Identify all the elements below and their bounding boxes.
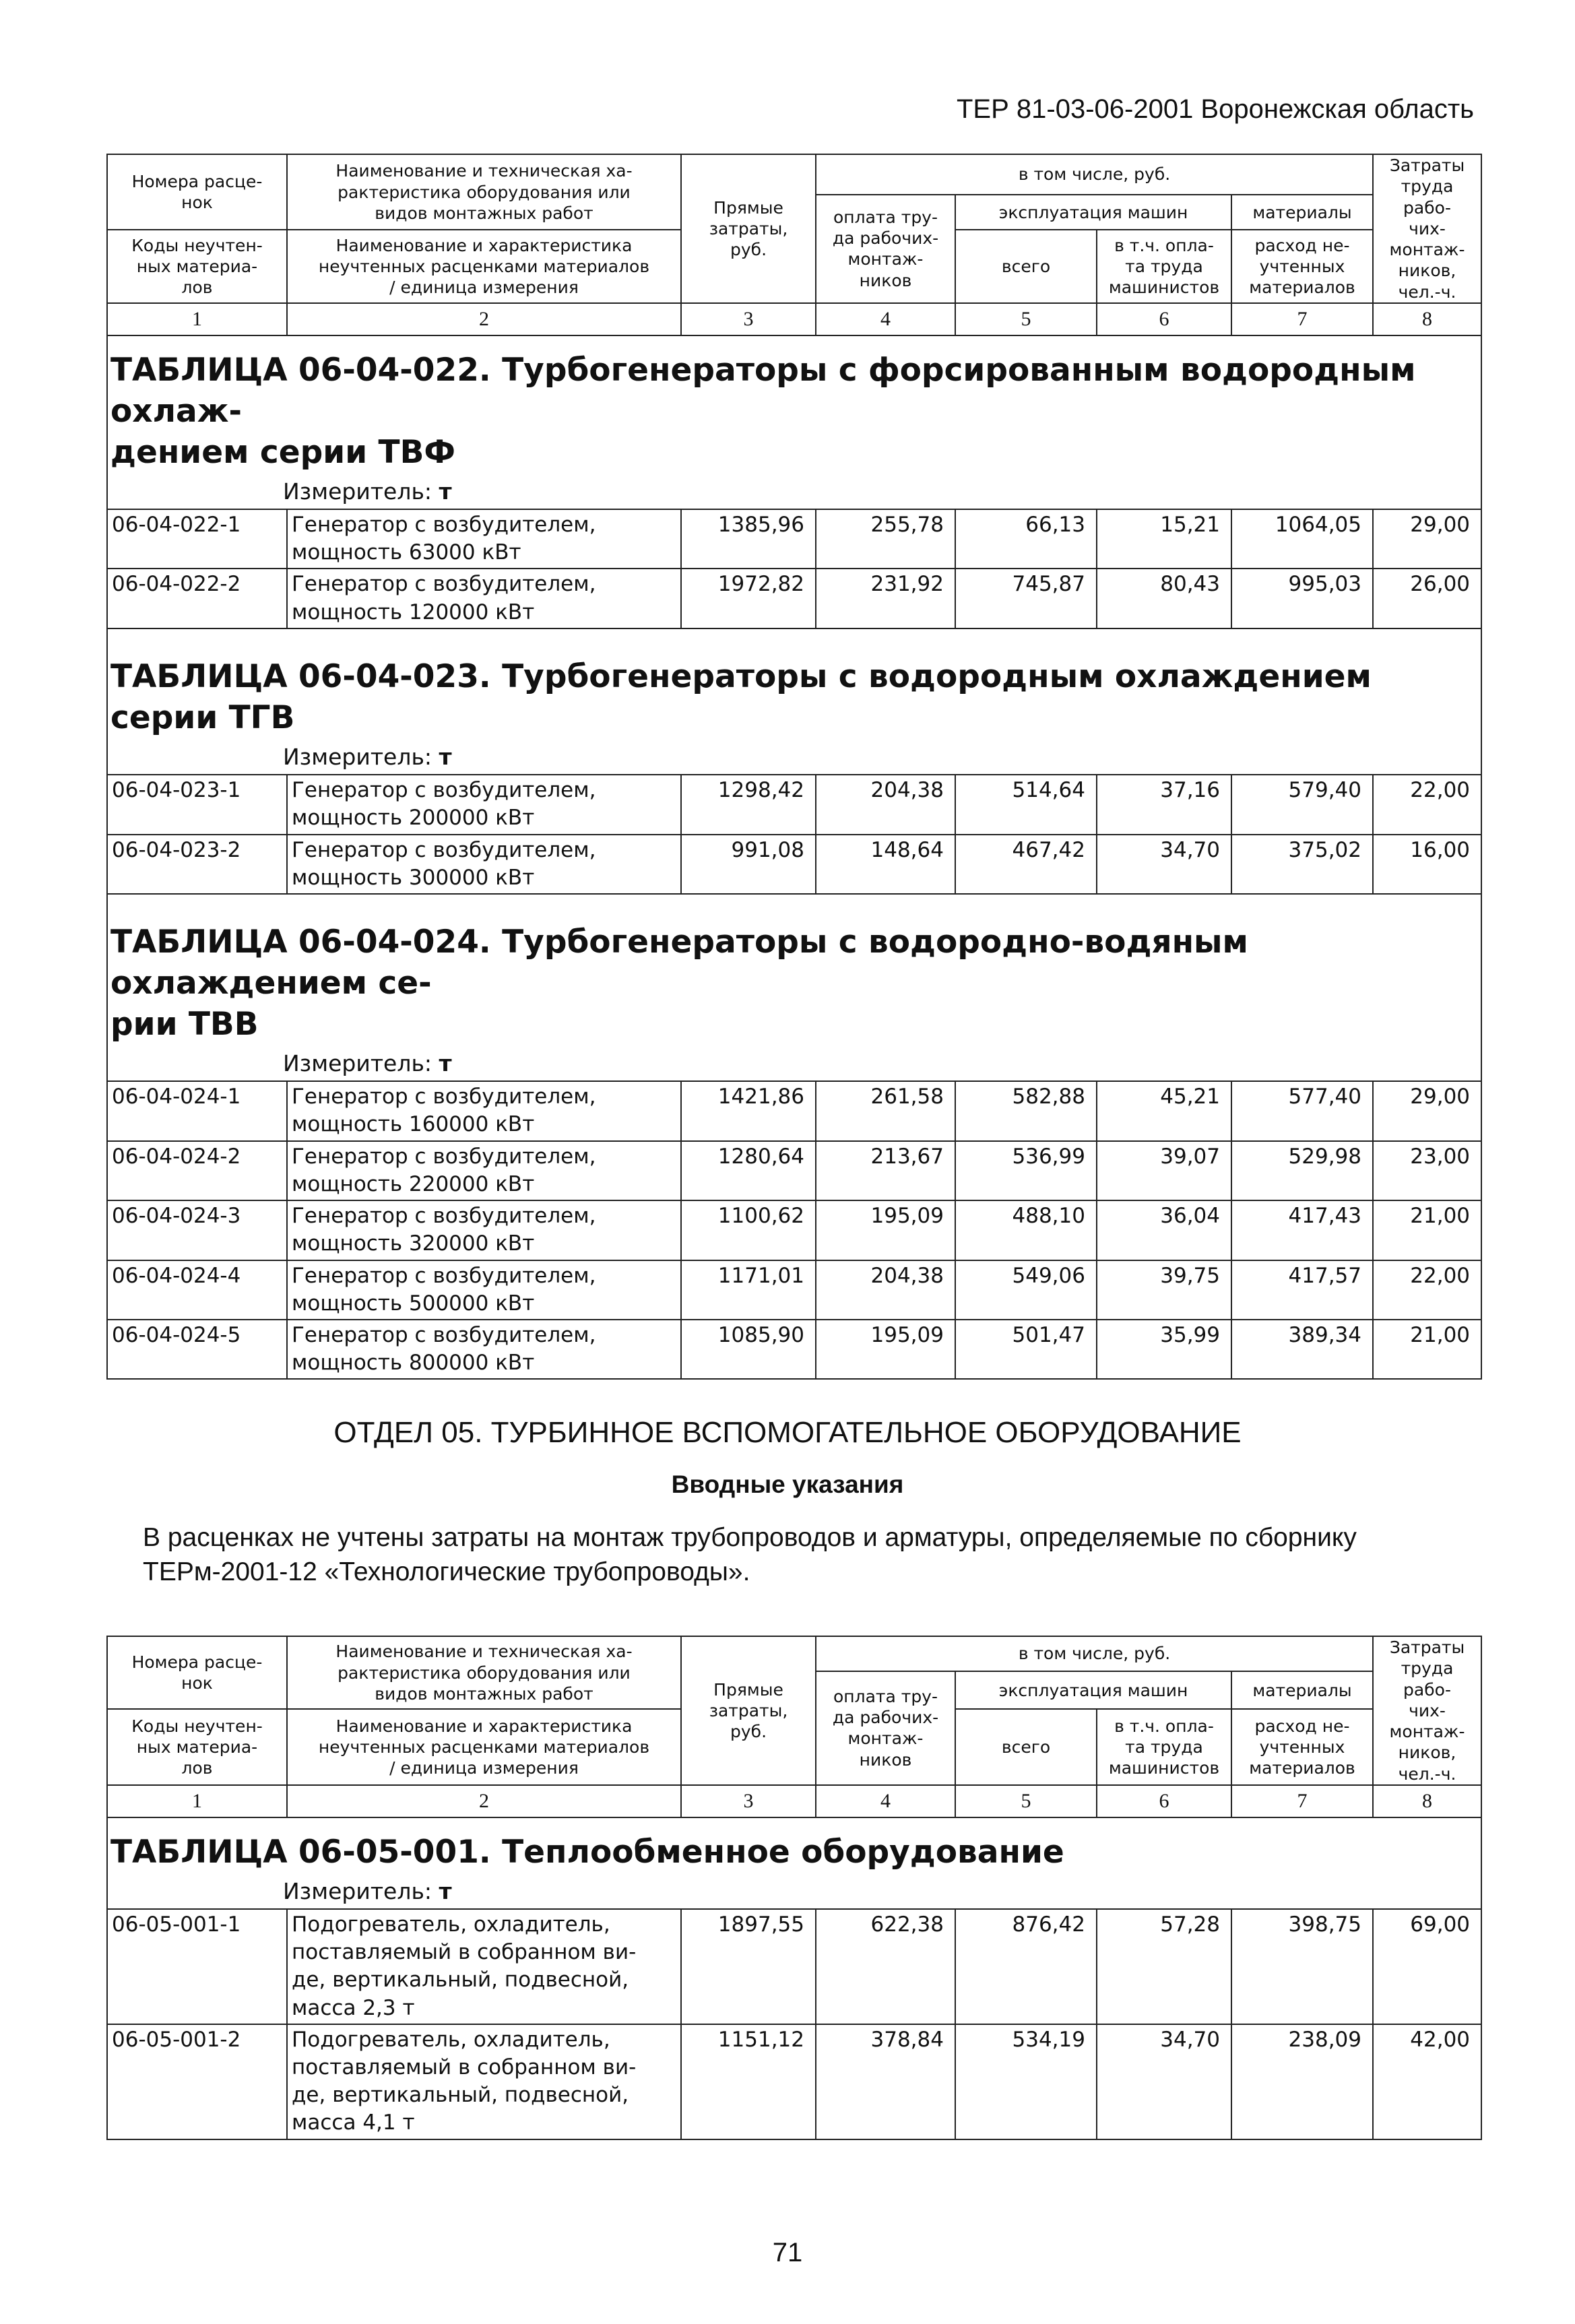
column-numbers-row: [107, 1785, 1481, 1817]
value-cell: 66,13: [955, 509, 1097, 569]
item-name-cell: Генератор с возбудителем, мощность 120000 кВт: [287, 569, 681, 628]
value-cell: 21,00: [1373, 1320, 1481, 1379]
value-cell: 22,00: [1373, 775, 1481, 834]
header-rate-numbers: Номера расце- нок: [107, 1636, 287, 1709]
value-cell: 39,07: [1097, 1141, 1231, 1200]
value-cell: 1897,55: [681, 1909, 816, 2024]
measure-unit: Измеритель: т: [107, 738, 1481, 775]
value-cell: 23,00: [1373, 1141, 1481, 1200]
table-cell: 7: [1231, 1785, 1373, 1817]
value-cell: 1298,42: [681, 775, 816, 834]
rate-code-cell: 06-04-022-2: [107, 569, 287, 628]
rate-code-cell: 06-05-001-2: [107, 2024, 287, 2139]
value-cell: 261,58: [816, 1081, 955, 1140]
intro-paragraph: В расценках не учтены затраты на монтаж трубопроводов и арматуры, определяемые по сборнику ТЕРм-2001-12 «Технологические трубопроводы».: [143, 1523, 1357, 1586]
header-materials: материалы: [1231, 195, 1373, 230]
value-cell: 745,87: [955, 569, 1097, 628]
header-total: всего: [955, 230, 1097, 302]
header-direct-costs: Прямые затраты, руб.: [681, 154, 816, 303]
rate-code-cell: 06-05-001-1: [107, 1909, 287, 2024]
value-cell: 238,09: [1231, 2024, 1373, 2139]
table-cell: 3: [681, 1785, 816, 1817]
document-header: ТЕР 81-03-06-2001 Воронежская область: [956, 94, 1474, 124]
value-cell: 45,21: [1097, 1081, 1231, 1140]
rate-code-cell: 06-04-024-2: [107, 1141, 287, 1200]
value-cell: 16,00: [1373, 835, 1481, 894]
table-06-05-001-rows: [107, 1909, 1481, 2139]
section-title: ОТДЕЛ 05. ТУРБИННОЕ ВСПОМОГАТЕЛЬНОЕ ОБОРУДОВАНИЕ: [333, 1416, 1242, 1449]
value-cell: 15,21: [1097, 509, 1231, 569]
value-cell: 417,43: [1231, 1200, 1373, 1260]
value-cell: 35,99: [1097, 1320, 1231, 1379]
table-cell: 2: [287, 303, 681, 335]
value-cell: 22,00: [1373, 1260, 1481, 1320]
item-name-cell: Генератор с возбудителем, мощность 320000 кВт: [287, 1200, 681, 1260]
value-cell: 34,70: [1097, 835, 1231, 894]
value-cell: 1100,62: [681, 1200, 816, 1260]
table-cell: 8: [1373, 303, 1481, 335]
measure-unit: Измеритель: т: [107, 1045, 1481, 1081]
value-cell: 577,40: [1231, 1081, 1373, 1140]
table-cell: 6: [1097, 1785, 1231, 1817]
value-cell: 876,42: [955, 1909, 1097, 2024]
header-materials: материалы: [1231, 1671, 1373, 1709]
table-cell: 5: [955, 303, 1097, 335]
header-total: всего: [955, 1709, 1097, 1784]
item-name-cell: Генератор с возбудителем, мощность 220000 кВт: [287, 1141, 681, 1200]
value-cell: 37,16: [1097, 775, 1231, 834]
table-row: [107, 1081, 1481, 1140]
table-cell: 4: [816, 303, 955, 335]
value-cell: 29,00: [1373, 509, 1481, 569]
value-cell: 204,38: [816, 1260, 955, 1320]
header-material-codes: Коды неучтен- ных материа- лов: [107, 1709, 287, 1784]
column-numbers-row: [107, 303, 1481, 335]
table-row: [107, 1320, 1481, 1379]
item-name-cell: Генератор с возбудителем, мощность 300000 кВт: [287, 835, 681, 894]
table-row: [107, 1909, 1481, 2024]
table-06-04-023-rows: [107, 775, 1481, 894]
value-cell: 501,47: [955, 1320, 1097, 1379]
rates-table-2: [106, 1636, 1482, 2140]
header-rate-numbers: Номера расце- нок: [107, 154, 287, 230]
value-cell: 1972,82: [681, 569, 816, 628]
value-cell: 195,09: [816, 1200, 955, 1260]
value-cell: 549,06: [955, 1260, 1097, 1320]
item-name-cell: Подогреватель, охладитель, поставляемый в собранном ви- де, вертикальный, подвесной, масса 2,3 т: [287, 1909, 681, 2024]
value-cell: 389,34: [1231, 1320, 1373, 1379]
value-cell: 42,00: [1373, 2024, 1481, 2139]
table-row: [107, 509, 1481, 569]
value-cell: 80,43: [1097, 569, 1231, 628]
header-material-usage: расход не- учтенных материалов: [1231, 1709, 1373, 1784]
item-name-cell: Генератор с возбудителем, мощность 500000 кВт: [287, 1260, 681, 1320]
table-cell: 8: [1373, 1785, 1481, 1817]
measure-unit: Измеритель: т: [107, 1873, 1481, 1909]
rate-code-cell: 06-04-024-3: [107, 1200, 287, 1260]
header-name-top: Наименование и техническая ха- рактеристика оборудования или видов монтажных работ: [287, 1636, 681, 1709]
value-cell: 1280,64: [681, 1141, 816, 1200]
header-labor-costs: Затраты труда рабо- чих- монтаж- ников, чел.-ч.: [1373, 1636, 1481, 1785]
value-cell: 148,64: [816, 835, 955, 894]
header-machines: эксплуатация машин: [955, 195, 1231, 230]
table-row: [107, 1260, 1481, 1320]
header-labor-costs: Затраты труда рабо- чих- монтаж- ников, чел.-ч.: [1373, 154, 1481, 303]
item-name-cell: Генератор с возбудителем, мощность 63000 кВт: [287, 509, 681, 569]
value-cell: 579,40: [1231, 775, 1373, 834]
header-name-top: Наименование и техническая ха- рактеристика оборудования или видов монтажных работ: [287, 154, 681, 230]
table-title-06-04-024: ТАБЛИЦА 06-04-024. Турбогенераторы с водородно-водяным охлаждением се- рии ТВВ: [107, 894, 1481, 1045]
value-cell: 29,00: [1373, 1081, 1481, 1140]
table-cell: 5: [955, 1785, 1097, 1817]
item-name-cell: Генератор с возбудителем, мощность 160000 кВт: [287, 1081, 681, 1140]
value-cell: 36,04: [1097, 1200, 1231, 1260]
value-cell: 488,10: [955, 1200, 1097, 1260]
rate-code-cell: 06-04-024-4: [107, 1260, 287, 1320]
page-number: 71: [772, 2238, 803, 2267]
table-cell: 2: [287, 1785, 681, 1817]
table-row: [107, 835, 1481, 894]
item-name-cell: Генератор с возбудителем, мощность 800000 кВт: [287, 1320, 681, 1379]
value-cell: 1064,05: [1231, 509, 1373, 569]
table-row: [107, 1200, 1481, 1260]
table-cell: 6: [1097, 303, 1231, 335]
item-name-cell: Подогреватель, охладитель, поставляемый в собранном ви- де, вертикальный, подвесной, масса 4,1 т: [287, 2024, 681, 2139]
value-cell: 1085,90: [681, 1320, 816, 1379]
rate-code-cell: 06-04-024-1: [107, 1081, 287, 1140]
header-including: в том числе, руб.: [816, 1636, 1373, 1671]
table-row: [107, 2024, 1481, 2139]
value-cell: 529,98: [1231, 1141, 1373, 1200]
value-cell: 39,75: [1097, 1260, 1231, 1320]
item-name-cell: Генератор с возбудителем, мощность 200000 кВт: [287, 775, 681, 834]
measure-unit: Измеритель: т: [107, 473, 1481, 509]
header-material-codes: Коды неучтен- ных материа- лов: [107, 230, 287, 302]
value-cell: 204,38: [816, 775, 955, 834]
value-cell: 195,09: [816, 1320, 955, 1379]
value-cell: 1385,96: [681, 509, 816, 569]
value-cell: 378,84: [816, 2024, 955, 2139]
value-cell: 231,92: [816, 569, 955, 628]
value-cell: 991,08: [681, 835, 816, 894]
value-cell: 582,88: [955, 1081, 1097, 1140]
value-cell: 1421,86: [681, 1081, 816, 1140]
value-cell: 375,02: [1231, 835, 1373, 894]
value-cell: 417,57: [1231, 1260, 1373, 1320]
table-cell: 1: [107, 303, 287, 335]
header-name-bottom: Наименование и характеристика неучтенных расценками материалов / единица измерения: [287, 230, 681, 302]
column-header: [107, 154, 1481, 335]
table-row: [107, 1141, 1481, 1200]
value-cell: 622,38: [816, 1909, 955, 2024]
value-cell: 514,64: [955, 775, 1097, 834]
header-machinist-pay: в т.ч. опла- та труда машинистов: [1097, 230, 1231, 302]
rates-table-1: [106, 154, 1482, 1380]
rate-code-cell: 06-04-022-1: [107, 509, 287, 569]
table-title-06-04-023: ТАБЛИЦА 06-04-023. Турбогенераторы с водородным охлаждением серии ТГВ: [107, 628, 1481, 738]
table-row: [107, 775, 1481, 834]
table-06-04-022-rows: [107, 509, 1481, 628]
header-including: в том числе, руб.: [816, 154, 1373, 195]
value-cell: 536,99: [955, 1141, 1097, 1200]
header-material-usage: расход не- учтенных материалов: [1231, 230, 1373, 302]
rate-code-cell: 06-04-024-5: [107, 1320, 287, 1379]
value-cell: 34,70: [1097, 2024, 1231, 2139]
table-cell: 1: [107, 1785, 287, 1817]
value-cell: 21,00: [1373, 1200, 1481, 1260]
value-cell: 26,00: [1373, 569, 1481, 628]
header-machines: эксплуатация машин: [955, 1671, 1231, 1709]
table-title-06-04-022: ТАБЛИЦА 06-04-022. Турбогенераторы с форсированным водородным охлаж- дением серии ТВФ: [107, 335, 1481, 473]
value-cell: 213,67: [816, 1141, 955, 1200]
column-header: [107, 1636, 1481, 1817]
value-cell: 398,75: [1231, 1909, 1373, 2024]
table-cell: 3: [681, 303, 816, 335]
value-cell: 1171,01: [681, 1260, 816, 1320]
value-cell: 69,00: [1373, 1909, 1481, 2024]
table-title-06-05-001: ТАБЛИЦА 06-05-001. Теплообменное оборудование: [107, 1817, 1481, 1873]
header-direct-costs: Прямые затраты, руб.: [681, 1636, 816, 1785]
table-cell: 7: [1231, 303, 1373, 335]
section-subtitle: Вводные указания: [671, 1471, 904, 1498]
header-name-bottom: Наименование и характеристика неучтенных расценками материалов / единица измерения: [287, 1709, 681, 1784]
header-worker-pay: оплата тру- да рабочих- монтаж- ников: [816, 1671, 955, 1785]
table-cell: 4: [816, 1785, 955, 1817]
header-machinist-pay: в т.ч. опла- та труда машинистов: [1097, 1709, 1231, 1784]
header-worker-pay: оплата тру- да рабочих- монтаж- ников: [816, 195, 955, 303]
table-06-04-024-rows: [107, 1081, 1481, 1379]
table-row: [107, 569, 1481, 628]
value-cell: 995,03: [1231, 569, 1373, 628]
value-cell: 57,28: [1097, 1909, 1231, 2024]
value-cell: 534,19: [955, 2024, 1097, 2139]
rate-code-cell: 06-04-023-2: [107, 835, 287, 894]
value-cell: 1151,12: [681, 2024, 816, 2139]
value-cell: 255,78: [816, 509, 955, 569]
rate-code-cell: 06-04-023-1: [107, 775, 287, 834]
value-cell: 467,42: [955, 835, 1097, 894]
